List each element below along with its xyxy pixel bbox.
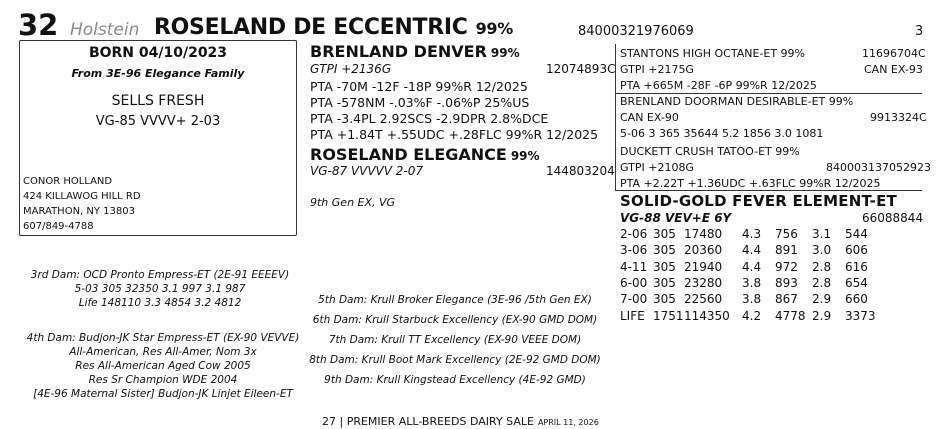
animal-name: ROSELAND DE ECCENTRIC <box>154 15 468 40</box>
table-row <box>620 275 876 291</box>
footer-text: 27 | PREMIER ALL-BREEDS DAIRY SALE <box>322 415 534 428</box>
sixth-dam: 6th Dam: Krull Starbuck Excellency (EX-90 GMD DOM) <box>312 314 598 326</box>
record-cell: 6-00 <box>620 276 648 291</box>
dam-percent: 99% <box>510 149 540 163</box>
sire-sire-gtpi: GTPI +2175G <box>620 63 694 76</box>
pedigree-bracket-line <box>615 93 922 94</box>
table-row <box>620 259 876 275</box>
fourth-dam-honor: All-American, Res All-Amer, Nom 3x <box>69 346 257 358</box>
lot-number: 32 <box>18 8 59 42</box>
third-dam-record: 5-03 305 32350 3.1 997 3.1 987 <box>74 283 246 295</box>
animal-registration: 84000321976069 <box>578 24 694 39</box>
dam-registration: 144803204 <box>546 164 615 178</box>
record-cell: 3-06 <box>620 243 648 258</box>
sire-sire-registration: 11696704C <box>862 47 926 60</box>
record-cell: 972 <box>775 259 798 274</box>
record-cell: 21940 <box>684 259 723 274</box>
seventh-dam: 7th Dam: Krull TT Excellency (EX-90 VEEE DOM) <box>328 334 582 346</box>
record-cell: 305 <box>653 227 676 242</box>
sire-sire-country: CAN EX-93 <box>864 63 923 76</box>
record-cell: 3.8 <box>742 276 762 291</box>
page-reference: 3 <box>915 24 924 39</box>
sire-pta-line: PTA -578NM -.03%F -.06%P 25%US <box>310 95 530 110</box>
breed-label: Holstein <box>70 20 140 40</box>
sire-pta-line: PTA -3.4PL 2.92SCS -2.9DPR 2.8%DCE <box>310 111 549 126</box>
sire-dam-name: BRENLAND DOORMAN DESIRABLE-ET 99% <box>620 95 854 108</box>
record-cell: 2-06 <box>620 227 648 242</box>
sire-pta-line: PTA -70M -12F -18P 99%R 12/2025 <box>310 79 528 94</box>
dam-sire-pta: PTA +2.22T +1.36UDC +.63FLC 99%R 12/2025 <box>620 177 881 190</box>
record-cell: 891 <box>775 243 798 258</box>
eighth-dam: 8th Dam: Krull Boot Mark Excellency (2E-92 GMD DOM) <box>309 354 601 366</box>
record-cell: 3.8 <box>742 292 762 307</box>
record-cell: 1751 <box>653 308 684 323</box>
table-row <box>620 307 876 323</box>
classification-score: VG-85 VVVV+ 2-03 <box>95 114 221 129</box>
sire-dam-registration: 9913324C <box>870 111 927 124</box>
record-cell: 2.8 <box>812 276 832 291</box>
third-dam-block <box>20 268 300 310</box>
consignor-phone: 607/849-4788 <box>23 221 94 232</box>
sire-percent: 99% <box>490 46 520 60</box>
record-cell: 3.0 <box>812 243 832 258</box>
third-dam-lifetime: Life 148110 3.3 4854 3.2 4812 <box>78 297 242 309</box>
record-cell: 23280 <box>684 276 723 291</box>
record-cell: 22560 <box>684 292 723 307</box>
born-date: BORN 04/10/2023 <box>88 45 228 61</box>
sire-sire-pta: PTA +665M -28F -6P 99%R 12/2025 <box>620 79 817 92</box>
record-cell: 2.9 <box>812 292 832 307</box>
sire-dam-classification: CAN EX-90 <box>620 111 679 124</box>
sire-name-row <box>310 42 520 63</box>
fourth-dam-honor: Res All-American Aged Cow 2005 <box>75 360 251 372</box>
dam-classification: VG-87 VVVVV 2-07 <box>310 164 424 178</box>
dam-name: ROSELAND ELEGANCE <box>310 145 507 164</box>
sire-registration: 12074893C <box>546 62 616 76</box>
dam-sire-name: DUCKETT CRUSH TATOO-ET 99% <box>620 145 800 158</box>
sire-gtpi: GTPI +2136G <box>310 62 392 76</box>
table-row <box>620 226 876 242</box>
record-cell: 305 <box>653 243 676 258</box>
record-cell: 4.4 <box>742 259 762 274</box>
record-cell: 893 <box>775 276 798 291</box>
granddam-classification: VG-88 VEV+E 6Y <box>620 211 732 225</box>
consignor-city: MARATHON, NY 13803 <box>23 206 135 217</box>
maternal-sister: [4E-96 Maternal Sister] Budjon-JK Linjet Eileen-ET <box>33 388 293 400</box>
record-cell: 3.1 <box>812 227 832 242</box>
later-dams-block <box>300 290 610 390</box>
record-cell: LIFE <box>620 308 645 323</box>
animal-percent: 99% <box>475 19 513 38</box>
record-cell: 17480 <box>684 227 723 242</box>
sire-sire-name: STANTONS HIGH OCTANE-ET 99% <box>620 47 805 60</box>
dam-generations: 9th Gen EX, VG <box>310 196 396 209</box>
record-cell: 606 <box>845 243 868 258</box>
record-cell: 2.9 <box>812 308 832 323</box>
granddam-records-table <box>620 226 876 324</box>
record-cell: 867 <box>775 292 798 307</box>
record-cell: 305 <box>653 276 676 291</box>
record-cell: 544 <box>845 227 868 242</box>
record-cell: 305 <box>653 292 676 307</box>
dam-sire-gtpi: GTPI +2108G <box>620 161 694 174</box>
fifth-dam: 5th Dam: Krull Broker Elegance (3E-96 /5th Gen EX) <box>318 294 592 306</box>
fourth-dam-block <box>18 331 308 401</box>
pedigree-bracket-vertical <box>615 44 616 191</box>
family-line: From 3E-96 Elegance Family <box>71 67 245 80</box>
record-cell: 4.2 <box>742 308 762 323</box>
footer-date: APRIL 11, 2026 <box>537 418 599 427</box>
record-cell: 114350 <box>684 308 730 323</box>
sire-pta-line: PTA +1.84T +.55UDC +.28FLC 99%R 12/2025 <box>310 127 599 142</box>
table-row <box>620 291 876 307</box>
record-cell: 305 <box>653 259 676 274</box>
record-cell: 3373 <box>845 308 876 323</box>
dam-sire-registration: 840003137052923 <box>826 161 931 174</box>
record-cell: 756 <box>775 227 798 242</box>
sire-dam-record: 5-06 3 365 35644 5.2 1856 3.0 1081 <box>620 127 824 140</box>
granddam-name: SOLID-GOLD FEVER ELEMENT-ET <box>620 192 897 210</box>
animal-name-row <box>154 15 513 42</box>
record-cell: 616 <box>845 259 868 274</box>
fourth-dam-name: 4th Dam: Budjon-JK Star Empress-ET (EX-90 VEVVE) <box>26 332 300 344</box>
page-footer <box>322 416 599 429</box>
consignor-block <box>23 174 141 234</box>
third-dam-name: 3rd Dam: OCD Pronto Empress-ET (2E-91 EEEEV) <box>30 269 290 281</box>
record-cell: 4.4 <box>742 243 762 258</box>
dam-name-row <box>310 145 540 166</box>
record-cell: 4.3 <box>742 227 762 242</box>
record-cell: 2.8 <box>812 259 832 274</box>
record-cell: 660 <box>845 292 868 307</box>
consignor-address: 424 KILLAWOG HILL RD <box>23 191 141 202</box>
fourth-dam-honor: Res Sr Champion WDE 2004 <box>88 374 238 386</box>
table-row <box>620 242 876 258</box>
record-cell: 4778 <box>775 308 806 323</box>
consignor-name: CONOR HOLLAND <box>23 176 113 187</box>
record-cell: 20360 <box>684 243 723 258</box>
record-cell: 4-11 <box>620 259 648 274</box>
ninth-dam: 9th Dam: Krull Kingstead Excellency (4E-92 GMD) <box>324 374 586 386</box>
info-box <box>19 40 297 236</box>
record-cell: 7-00 <box>620 292 648 307</box>
granddam-registration: 66088844 <box>862 211 924 225</box>
sells-status: SELLS FRESH <box>111 93 205 109</box>
sire-name: BRENLAND DENVER <box>310 42 487 61</box>
record-cell: 654 <box>845 276 868 291</box>
